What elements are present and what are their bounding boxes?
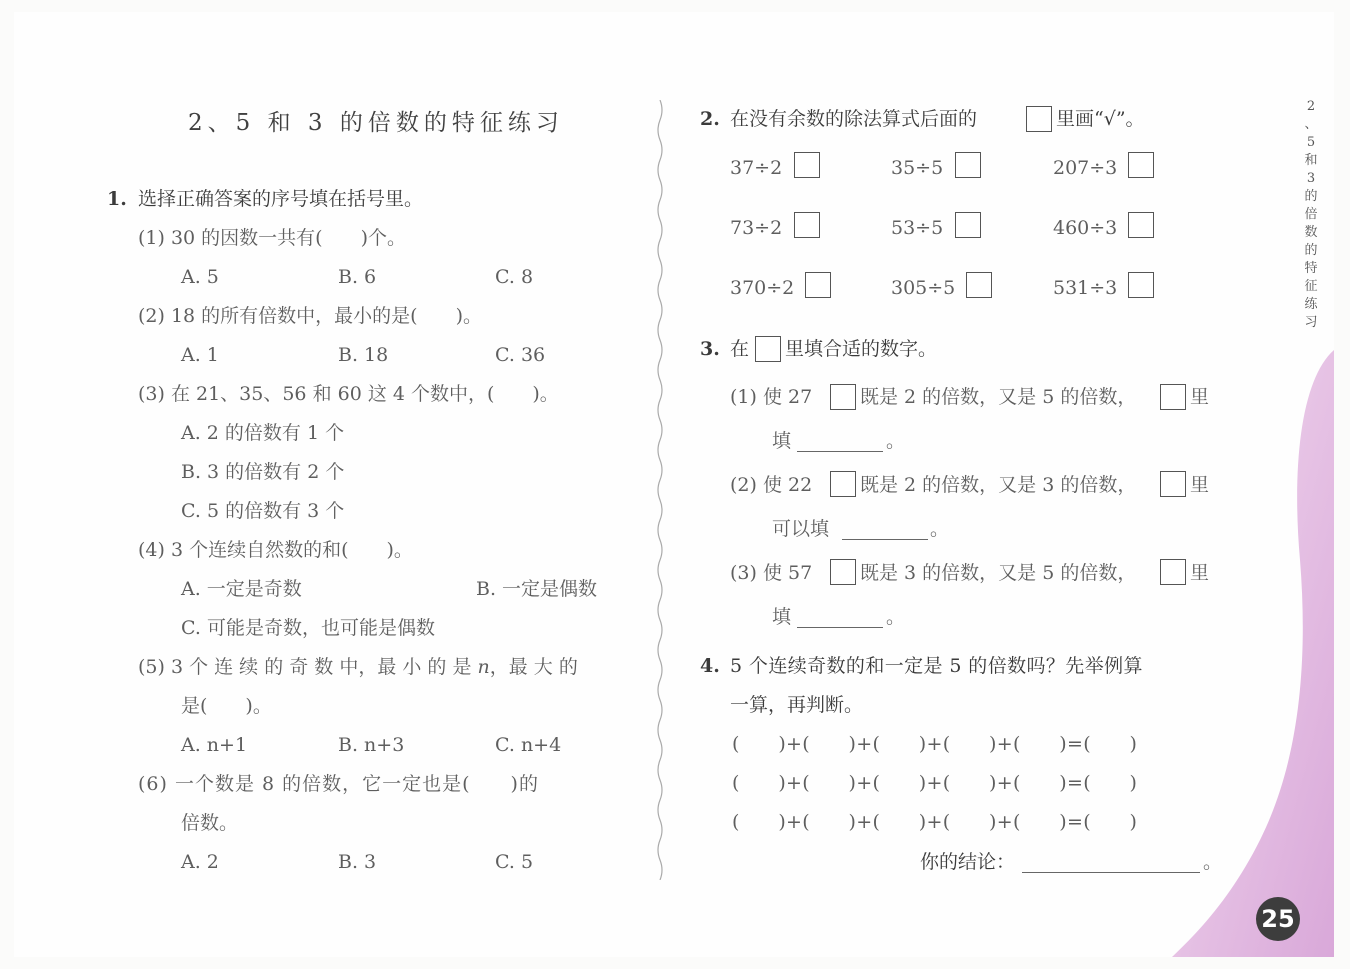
q3-item3-b: 既是 3 的倍数，又是 5 的倍数， bbox=[860, 562, 1137, 584]
q2-expr-3-2: 305÷5 bbox=[891, 277, 956, 299]
q3-answer-line[interactable] bbox=[797, 627, 883, 628]
q4-sum-row-2[interactable]: ( )+( )+( )+( )+( )=( ) bbox=[732, 772, 1138, 794]
q4-stem-line2: 一算，再判断。 bbox=[730, 694, 864, 716]
q3-answer-line[interactable] bbox=[842, 539, 928, 540]
side-chapter-title bbox=[1302, 98, 1320, 332]
q4-sum-row-3[interactable]: ( )+( )+( )+( )+( )=( ) bbox=[732, 811, 1138, 833]
q3-item2-d: 可以填 bbox=[772, 518, 830, 540]
side-char: 倍 bbox=[1304, 207, 1318, 222]
q2-answer-box[interactable] bbox=[794, 212, 820, 238]
q1-stem: 选择正确答案的序号填在括号里。 bbox=[138, 188, 424, 210]
q2-expr-2-2: 53÷5 bbox=[891, 217, 944, 239]
q1-item1-option-b: B. 6 bbox=[338, 266, 377, 288]
q1-item1-label: (1) 30 的因数一共有( )个。 bbox=[138, 227, 406, 249]
q2-answer-box[interactable] bbox=[794, 152, 820, 178]
q1-item1-option-c: C. 8 bbox=[495, 266, 534, 288]
q2-expr-1-1: 37÷2 bbox=[730, 157, 783, 179]
q2-stem-box bbox=[1026, 106, 1052, 132]
q3-stem-box bbox=[755, 336, 781, 362]
side-char: 习 bbox=[1304, 315, 1318, 330]
side-char: 3 bbox=[1306, 171, 1316, 186]
q3-stem-b: 里填合适的数字。 bbox=[785, 338, 938, 360]
q3-item2-a: (2) 使 22 bbox=[730, 474, 813, 496]
side-char: 和 bbox=[1304, 153, 1318, 168]
side-char: 征 bbox=[1304, 279, 1318, 294]
q1-item5-label bbox=[138, 654, 578, 680]
q1-item6-option-c: C. 5 bbox=[495, 851, 534, 873]
side-char: 的 bbox=[1304, 243, 1318, 258]
q1-item6-option-a: A. 2 bbox=[181, 851, 219, 873]
q1-item5-option-b: B. n+3 bbox=[338, 734, 405, 756]
q2-expr-2-3: 460÷3 bbox=[1053, 217, 1118, 239]
q1-item4-option-c: C. 可能是奇数，也可能是偶数 bbox=[181, 617, 435, 639]
q1-item2-option-b: B. 18 bbox=[338, 344, 389, 366]
q2-number: 2. bbox=[700, 108, 720, 130]
q1-item5-variable: n bbox=[477, 656, 490, 678]
side-char: 2 bbox=[1306, 99, 1316, 114]
q2-answer-box[interactable] bbox=[1128, 272, 1154, 298]
q3-item1-d: 填 bbox=[772, 430, 792, 452]
q2-answer-box[interactable] bbox=[955, 212, 981, 238]
q1-item5-label-text: (5) 3 个 连 续 的 奇 数 中，最 小 的 是 bbox=[138, 656, 472, 678]
column-separator bbox=[652, 100, 668, 880]
q1-item2-label: (2) 18 的所有倍数中，最小的是( )。 bbox=[138, 305, 482, 327]
side-char: 、 bbox=[1304, 117, 1318, 132]
q1-item3-label: (3) 在 21、35、56 和 60 这 4 个数中，( )。 bbox=[138, 383, 559, 405]
q3-digit-box[interactable] bbox=[830, 471, 856, 497]
page-number-badge: 25 bbox=[1256, 897, 1300, 941]
q1-item6-label2: 倍数。 bbox=[181, 812, 239, 834]
q3-item1-a: (1) 使 27 bbox=[730, 386, 813, 408]
q2-answer-box[interactable] bbox=[955, 152, 981, 178]
q4-sum-row-1[interactable]: ( )+( )+( )+( )+( )=( ) bbox=[732, 733, 1138, 755]
q4-conclusion-end: 。 bbox=[1203, 851, 1223, 873]
q1-item2-option-c: C. 36 bbox=[495, 344, 546, 366]
q3-digit-box[interactable] bbox=[1160, 559, 1186, 585]
q1-item6-label: (6) 一个数是 8 的倍数，它一定也是( )的 bbox=[138, 773, 539, 795]
q2-answer-box[interactable] bbox=[966, 272, 992, 298]
side-char: 练 bbox=[1304, 297, 1318, 312]
q1-item5-label2: 是( )。 bbox=[181, 695, 272, 717]
q2-answer-box[interactable] bbox=[1128, 212, 1154, 238]
q1-item3-option-c: C. 5 的倍数有 3 个 bbox=[181, 500, 345, 522]
q1-number: 1. bbox=[107, 188, 127, 210]
q1-item6-option-b: B. 3 bbox=[338, 851, 377, 873]
q1-item5-label-tail: ，最 大 的 bbox=[489, 656, 578, 678]
side-char: 5 bbox=[1306, 135, 1316, 150]
q2-expr-2-1: 73÷2 bbox=[730, 217, 783, 239]
q3-item2-b: 既是 2 的倍数，又是 3 的倍数， bbox=[860, 474, 1137, 496]
q1-item3-option-a: A. 2 的倍数有 1 个 bbox=[181, 422, 345, 444]
q3-item2-e: 。 bbox=[930, 518, 950, 540]
q2-answer-box[interactable] bbox=[805, 272, 831, 298]
side-char: 数 bbox=[1304, 225, 1318, 240]
q2-expr-3-3: 531÷3 bbox=[1053, 277, 1118, 299]
q3-item2-c: 里 bbox=[1190, 474, 1210, 496]
q1-item4-option-a: A. 一定是奇数 bbox=[181, 578, 302, 600]
q3-stem-a: 在 bbox=[730, 338, 750, 360]
q3-digit-box[interactable] bbox=[830, 384, 856, 410]
q1-item4-label: (4) 3 个连续自然数的和( )。 bbox=[138, 539, 413, 561]
q3-digit-box[interactable] bbox=[1160, 384, 1186, 410]
q1-item1-option-a: A. 5 bbox=[181, 266, 219, 288]
q3-digit-box[interactable] bbox=[830, 559, 856, 585]
q3-digit-box[interactable] bbox=[1160, 471, 1186, 497]
q3-item3-d: 填 bbox=[772, 606, 792, 628]
q3-item3-c: 里 bbox=[1190, 562, 1210, 584]
q2-stem-b: 里画“√”。 bbox=[1056, 108, 1145, 130]
side-char: 的 bbox=[1304, 189, 1318, 204]
q3-number: 3. bbox=[700, 338, 720, 360]
q4-number: 4. bbox=[700, 655, 720, 677]
q3-item1-b: 既是 2 的倍数，又是 5 的倍数， bbox=[860, 386, 1137, 408]
q1-item4-option-b: B. 一定是偶数 bbox=[476, 578, 598, 600]
q2-answer-box[interactable] bbox=[1128, 152, 1154, 178]
q2-stem-a: 在没有余数的除法算式后面的 bbox=[730, 108, 978, 130]
q4-conclusion-line[interactable] bbox=[1022, 872, 1200, 873]
q3-item3-e: 。 bbox=[886, 606, 906, 628]
q4-stem-line1: 5 个连续奇数的和一定是 5 的倍数吗？先举例算 bbox=[730, 655, 1143, 677]
q1-item2-option-a: A. 1 bbox=[181, 344, 219, 366]
side-char: 特 bbox=[1304, 261, 1318, 276]
q2-expr-3-1: 370÷2 bbox=[730, 277, 795, 299]
q3-item3-a: (3) 使 57 bbox=[730, 562, 813, 584]
q2-expr-1-3: 207÷3 bbox=[1053, 157, 1118, 179]
q3-item1-c: 里 bbox=[1190, 386, 1210, 408]
q4-conclusion-label: 你的结论： bbox=[920, 851, 1016, 873]
q1-item5-option-a: A. n+1 bbox=[181, 734, 248, 756]
q1-item5-option-c: C. n+4 bbox=[495, 734, 562, 756]
page-title: 2、5 和 3 的倍数的特征练习 bbox=[188, 110, 564, 136]
q3-answer-line[interactable] bbox=[797, 451, 883, 452]
q2-expr-1-2: 35÷5 bbox=[891, 157, 944, 179]
q1-item3-option-b: B. 3 的倍数有 2 个 bbox=[181, 461, 345, 483]
q3-item1-e: 。 bbox=[886, 430, 906, 452]
